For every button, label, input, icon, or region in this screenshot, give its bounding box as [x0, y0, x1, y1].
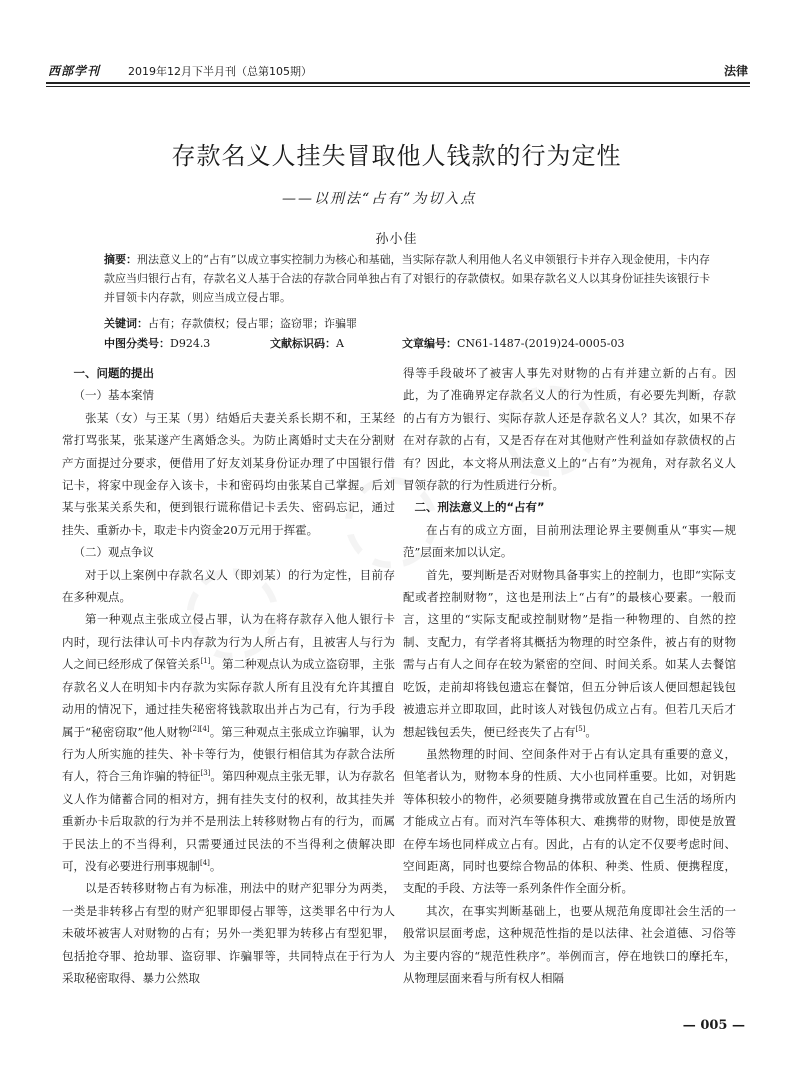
paragraph: 以是否转移财物占有为标准，刑法中的财产犯罪分为两类，一类是非转移占有型的财产犯罪即侵占罪等，这类罪名中行为人未破坏被害人对财物的占有；另外一类犯罪为转移占有型犯罪，包括抢夺罪、抢劫罪、盗窃罪、诈骗罪等，共同特点在于行为人采取秘密取得、暴力公然取 — [62, 881, 395, 985]
art-value: CN61-1487-(2019)24-0005-03 — [457, 337, 625, 350]
keywords-label: 关键词： — [104, 317, 148, 330]
citation: [3] — [200, 769, 211, 778]
keywords — [104, 314, 710, 333]
article-subtitle: ——以刑法“占有”为切入点 — [282, 191, 477, 207]
subsection-heading-views: （二）观点争议 — [73, 545, 154, 560]
citation: [4] — [200, 859, 210, 868]
paragraph: 张某（女）与王某（男）结婚后夫妻关系长期不和，王某经常打骂张某，张某遂产生离婚念头。为防止离婚时丈夫在分割财产方面提过分要求，便借用了好友刘某身份证办理了中国银行借记卡，将家中现金存入该卡，卡和密码均由张某自己掌握。后刘某与张某关系失和，便到银行谎称借记卡丢失、密码忘记，通过挂失、重新办卡，取走卡内资金20万元用于挥霍。 — [62, 410, 395, 537]
article-author: 孙小佳 — [375, 232, 418, 247]
paragraph: 对于以上案例中存款名义人（即刘某）的行为定性，目前存在多种观点。 — [62, 567, 395, 605]
abstract-label: 摘要： — [104, 253, 138, 266]
doc-value: A — [336, 337, 344, 350]
class-number — [104, 334, 210, 353]
right-column — [403, 362, 736, 989]
art-label: 文章编号： — [402, 337, 457, 350]
keywords-text: 占有；存款债权；侵占罪；盗窃罪；诈骗罪 — [148, 317, 357, 330]
article-number — [402, 334, 624, 353]
text-run: 首先，要判断是否对财物具备事实上的控制力，也即“实际支配或者控制财物”，这也是刑法上“占有”的最核心要素。一般而言，这里的“实际支配或控制财物”是指一种物理的、自然的控制、支配力，有学者将其概括为物理的时空条件，被占有的财物需与占有人之间存在较为紧密的空间、时间关系。如某人去餐馆吃饭，走前却将钱包遗忘在餐馆，但五分钟后该人便回想起钱包被遗忘并立即取回，此时该人对钱包仍成立占有。但若几天后才想起钱包丢失，便已经丧失了占有 — [403, 567, 736, 739]
class-label: 中图分类号： — [104, 337, 170, 350]
paragraph — [403, 564, 736, 743]
paragraph: 其次，在事实判断基础上，也要从规范角度即社会生活的一般常识层面考虑，这种规范性指的是以法律、社会道德、习俗等为主要内容的“规范性秩序”。举例而言，停在地铁口的摩托车，从物理层面来看与所有权人相隔 — [403, 903, 736, 985]
text-run: 。 — [585, 724, 597, 739]
section-heading-1: 一、问题的提出 — [73, 366, 154, 380]
text-run: 。第四种观点主张无罪，认为存款名义人作为储蓄合同的相对方，拥有挂失支付的权利，故其挂失并重新办卡后取款的行为并不是刑法上转移财物占有的行为，而属于民法上的不当得利，只需要通过民法的不当得利之债解决即可，没有必要进行刑事规制 — [62, 769, 396, 873]
section-heading-2: 二、刑法意义上的“占有” — [414, 500, 545, 515]
page-number: — 005 — — [682, 1018, 745, 1033]
article-title: 存款名义人挂失冒取他人钱款的行为定性 — [171, 142, 622, 170]
abstract — [104, 250, 710, 307]
journal-name: 西部学刊 — [48, 64, 101, 78]
text-run: 。 — [209, 858, 222, 873]
paragraph: 在占有的成立方面，目前刑法理论界主要侧重从“事实—规范”层面来加以认定。 — [403, 522, 736, 560]
paragraph: 虽然物理的时间、空间条件对于占有认定具有重要的意义，但笔者认为，财物本身的性质、大小也同样重要。比如，对钥匙等体积较小的物件，必须要随身携带或放置在自己生活的场所内才能成立占有。而对汽车等体积大、难携带的财物，即使是放置在停车场也同样成立占有。因此，占有的认定不仅要考虑时间、空间距离，同时也要综合物品的体积、种类、性质、便携程度，支配的手段、方法等一系列条件作全面分析。 — [403, 746, 736, 896]
issue-info: 2019年12月下半月刊（总第105期） — [128, 65, 312, 78]
class-value: D924.3 — [170, 337, 211, 350]
doc-label: 文献标识码： — [270, 337, 336, 350]
text-run: 。第三种观点主张成立诈骗罪，认为行为人所实施的挂失、补卡等行为，使银行相信其为存款合法所有人，符合三角诈骗的特征 — [62, 724, 396, 784]
citation: [1] — [200, 657, 211, 666]
section-name: 法律 — [723, 64, 748, 78]
abstract-text: 刑法意义上的“占有”以成立事实控制力为核心和基础，当实际存款人利用他人名义申领银行卡并存入现金使用，卡内存款应当归银行占有，存款名义人基于合法的存款合同单独占有了对银行的存款债权。如果存款名义人以其身份证挂失该银行卡并冒领卡内存款，则应当成立侵占罪。 — [104, 253, 710, 304]
text-run: 。第二种观点认为成立盗窃罪，主张存款名义人在明知卡内存款为实际存款人所有且没有允许其擅自动用的情况下，通过挂失秘密将钱款取出并占为己有，行为手段属于“秘密窃取”他人财物 — [62, 657, 396, 739]
doc-code — [270, 334, 344, 353]
header-rule-thin — [46, 86, 750, 87]
citation: [5] — [575, 724, 586, 733]
header-rule — [46, 82, 750, 84]
left-column — [62, 362, 395, 989]
running-header — [48, 60, 748, 80]
paragraph: 得等手段破坏了被害人事先对财物的占有并建立新的占有。因此，为了准确界定存款名义人的行为性质，有必要先判断，存款的占有方为银行、实际存款人还是存款名义人？其次，如果不存在对存款的占有，又是否存在对其他财产性利益如存款债权的占有？因此，本文将从刑法意义上的“占有”为视角，对存款名义人冒领存款的行为性质进行分析。 — [403, 366, 736, 493]
paragraph — [62, 608, 395, 877]
text-run: 第一种观点主张成立侵占罪，认为在将存款存入他人银行卡内时，现行法律认可卡内存款为行为人所占有，且被害人与行为人之间已经形成了保管关系 — [62, 612, 395, 672]
citation: [2][4] — [189, 724, 210, 733]
subsection-heading-basic: （一）基本案情 — [73, 388, 154, 403]
